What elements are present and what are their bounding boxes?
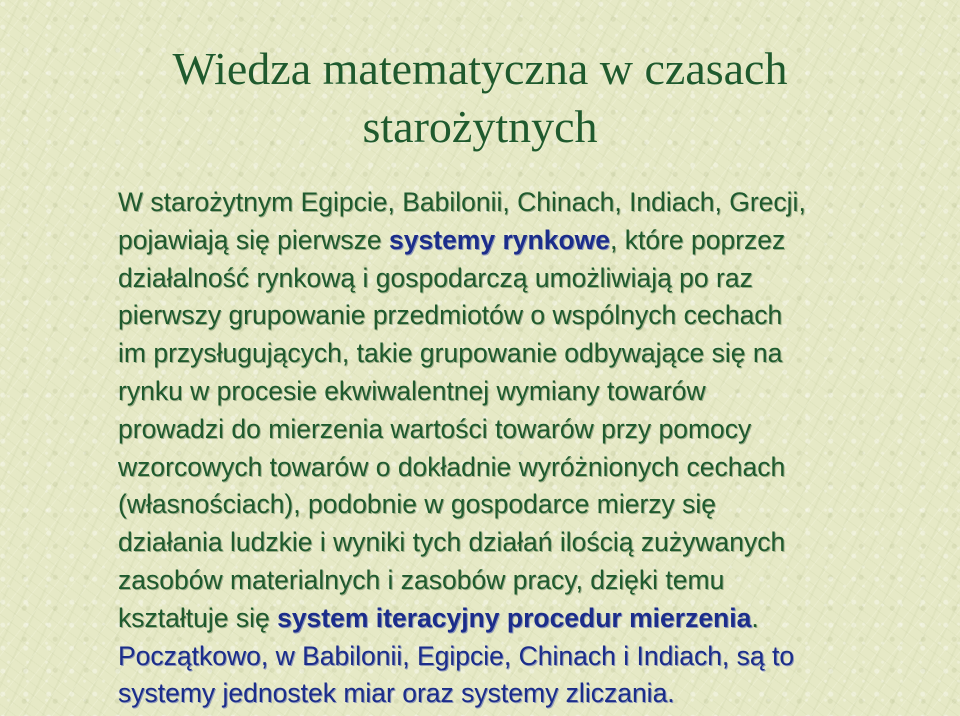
title-line-1: Wiedza matematyczna w czasach [172,43,788,94]
emphasis-systemy-rynkowe: systemy rynkowe [389,224,610,255]
text-line: prowadzi do mierzenia wartości towarów przy pomocy [118,413,752,444]
title-line-2: starożytnych [362,101,598,152]
slide-body [118,184,948,713]
text-line: W starożytnym Egipcie, Babilonii, Chinach, Indiach, Grecji, [118,187,806,217]
text-line: systemy jednostek miar oraz systemy zliczania. [118,678,675,709]
text-line: zasobów materialnych i zasobów pracy, dzięki temu [118,564,725,595]
text-line: Początkowo, w Babilonii, Egipcie, Chinach i Indiach, są to [118,640,795,671]
paragraph-1 [118,184,948,638]
emphasis-system-iteracyjny: system iteracyjny procedur mierzenia [277,602,752,633]
text-segment: kształtuje się [118,602,278,633]
text-line: im przysługujących, takie grupowanie odbywające się na [118,338,783,369]
text-line [118,600,948,638]
text-segment: pojawiają się pierwsze [118,224,390,255]
paragraph-2 [118,638,948,714]
slide-title [60,40,900,156]
text-line: działania ludzkie i wyniki tych działań ilością zużywanych [118,527,786,558]
text-line [118,222,948,260]
text-segment: . [751,602,759,633]
text-line: rynku w procesie ekwiwalentnej wymiany towarów [118,375,706,406]
text-line: wzorcowych towarów o dokładnie wyróżnionych cechach [118,451,786,482]
text-line: (własnościach), podobnie w gospodarce mierzy się [118,489,717,520]
text-segment: , które poprzez [610,224,786,255]
text-line: pierwszy grupowanie przedmiotów o wspólnych cechach [118,300,783,331]
text-line: działalność rynkową i gospodarczą umożliwiają po raz [118,262,753,293]
